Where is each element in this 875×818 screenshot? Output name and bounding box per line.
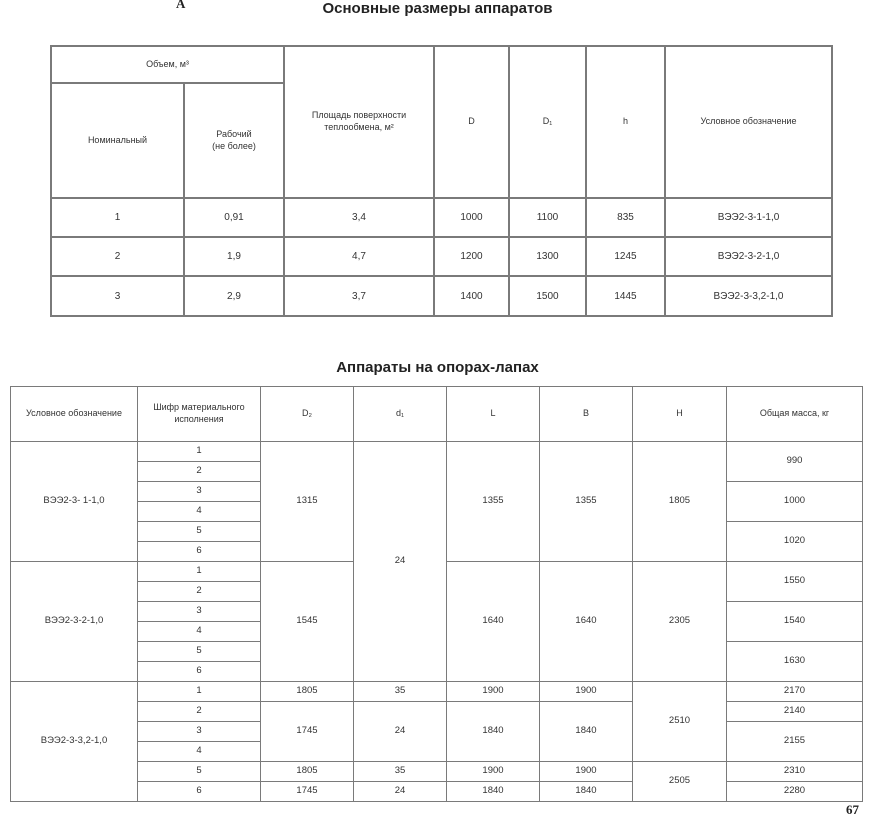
area-cell: 4,7 xyxy=(284,237,434,276)
header-area: Площадь поверхности теплообмена, м² xyxy=(284,46,434,198)
cipher-cell: 6 xyxy=(138,782,261,802)
designation-cell: ВЭЭ2-3-2-1,0 xyxy=(665,237,832,276)
working-cell: 2,9 xyxy=(184,276,284,316)
header-nominal: Номинальный xyxy=(51,83,184,198)
header-designation: Условное обозначение xyxy=(11,387,138,442)
mass-cell: 2280 xyxy=(727,782,863,802)
D1-cell: 1300 xyxy=(509,237,586,276)
page-number: 67 xyxy=(846,802,859,817)
designation-cell: ВЭЭ2-3-3,2-1,0 xyxy=(11,682,138,802)
D1-cell: 1100 xyxy=(509,198,586,237)
cipher-cell: 3 xyxy=(138,722,261,742)
table-row xyxy=(11,762,863,782)
nominal-cell: 3 xyxy=(51,276,184,316)
d1-cell: 24 xyxy=(354,702,447,762)
table-row xyxy=(51,198,832,237)
main-dimensions-title: Основные размеры аппаратов xyxy=(322,0,553,17)
header-L: L xyxy=(447,387,540,442)
cipher-cell: 2 xyxy=(138,462,261,482)
B-cell: 1900 xyxy=(540,682,633,702)
header-h: h xyxy=(586,46,665,198)
D-cell: 1200 xyxy=(434,237,509,276)
D2-cell: 1315 xyxy=(261,442,354,562)
cipher-cell: 6 xyxy=(138,662,261,682)
designation-cell: ВЭЭ2-3-3,2-1,0 xyxy=(665,276,832,316)
d1-cell: 24 xyxy=(354,442,447,682)
header-working: Рабочий (не более) xyxy=(184,83,284,198)
table-row xyxy=(51,276,832,316)
cipher-cell: 1 xyxy=(138,562,261,582)
header-D2: D₂ xyxy=(261,387,354,442)
designation-cell: ВЭЭ2-3-1-1,0 xyxy=(665,198,832,237)
h-cell: 1245 xyxy=(586,237,665,276)
cipher-cell: 3 xyxy=(138,602,261,622)
header-mass: Общая масса, кг xyxy=(727,387,863,442)
designation-cell: ВЭЭ2-3- 1-1,0 xyxy=(11,442,138,562)
d1-cell: 24 xyxy=(354,782,447,802)
mass-cell: 2170 xyxy=(727,682,863,702)
table-row xyxy=(11,702,863,722)
L-cell: 1840 xyxy=(447,782,540,802)
H-cell: 2505 xyxy=(633,762,727,802)
corner-mark: A xyxy=(176,0,186,11)
header-D1: D₁ xyxy=(509,46,586,198)
L-cell: 1900 xyxy=(447,762,540,782)
header-D: D xyxy=(434,46,509,198)
cipher-cell: 1 xyxy=(138,682,261,702)
cipher-cell: 4 xyxy=(138,502,261,522)
H-cell: 2510 xyxy=(633,682,727,762)
d1-cell: 35 xyxy=(354,762,447,782)
header-d1: d₁ xyxy=(354,387,447,442)
mass-cell: 1540 xyxy=(727,602,863,642)
h-cell: 1445 xyxy=(586,276,665,316)
nominal-cell: 1 xyxy=(51,198,184,237)
D-cell: 1400 xyxy=(434,276,509,316)
designation-cell: ВЭЭ2-3-2-1,0 xyxy=(11,562,138,682)
mass-cell: 2155 xyxy=(727,722,863,762)
B-cell: 1640 xyxy=(540,562,633,682)
cipher-cell: 5 xyxy=(138,522,261,542)
cipher-cell: 4 xyxy=(138,622,261,642)
D2-cell: 1545 xyxy=(261,562,354,682)
mass-cell: 2140 xyxy=(727,702,863,722)
B-cell: 1355 xyxy=(540,442,633,562)
supports-title: Аппараты на опорах-лапах xyxy=(336,359,539,376)
H-cell: 2305 xyxy=(633,562,727,682)
table-row xyxy=(11,442,863,462)
table-row xyxy=(51,237,832,276)
cipher-cell: 2 xyxy=(138,702,261,722)
header-B: B xyxy=(540,387,633,442)
cipher-cell: 6 xyxy=(138,542,261,562)
mass-cell: 990 xyxy=(727,442,863,482)
working-cell: 1,9 xyxy=(184,237,284,276)
h-cell: 835 xyxy=(586,198,665,237)
table-row xyxy=(11,682,863,702)
B-cell: 1840 xyxy=(540,702,633,762)
mass-cell: 2310 xyxy=(727,762,863,782)
L-cell: 1900 xyxy=(447,682,540,702)
D2-cell: 1805 xyxy=(261,762,354,782)
H-cell: 1805 xyxy=(633,442,727,562)
cipher-cell: 2 xyxy=(138,582,261,602)
L-cell: 1640 xyxy=(447,562,540,682)
cipher-cell: 3 xyxy=(138,482,261,502)
D-cell: 1000 xyxy=(434,198,509,237)
d1-cell: 35 xyxy=(354,682,447,702)
D1-cell: 1500 xyxy=(509,276,586,316)
L-cell: 1355 xyxy=(447,442,540,562)
table-row xyxy=(11,782,863,802)
header-cipher: Шифр материального исполнения xyxy=(138,387,261,442)
area-cell: 3,4 xyxy=(284,198,434,237)
L-cell: 1840 xyxy=(447,702,540,762)
mass-cell: 1630 xyxy=(727,642,863,682)
B-cell: 1840 xyxy=(540,782,633,802)
header-H: H xyxy=(633,387,727,442)
cipher-cell: 4 xyxy=(138,742,261,762)
B-cell: 1900 xyxy=(540,762,633,782)
main-dimensions-table xyxy=(50,45,833,317)
area-cell: 3,7 xyxy=(284,276,434,316)
header-designation: Условное обозначение xyxy=(665,46,832,198)
mass-cell: 1000 xyxy=(727,482,863,522)
cipher-cell: 5 xyxy=(138,642,261,662)
cipher-cell: 1 xyxy=(138,442,261,462)
mass-cell: 1020 xyxy=(727,522,863,562)
header-volume: Объем, м³ xyxy=(51,46,284,83)
mass-cell: 1550 xyxy=(727,562,863,602)
nominal-cell: 2 xyxy=(51,237,184,276)
cipher-cell: 5 xyxy=(138,762,261,782)
working-cell: 0,91 xyxy=(184,198,284,237)
D2-cell: 1745 xyxy=(261,782,354,802)
D2-cell: 1745 xyxy=(261,702,354,762)
supports-table xyxy=(10,386,863,802)
D2-cell: 1805 xyxy=(261,682,354,702)
